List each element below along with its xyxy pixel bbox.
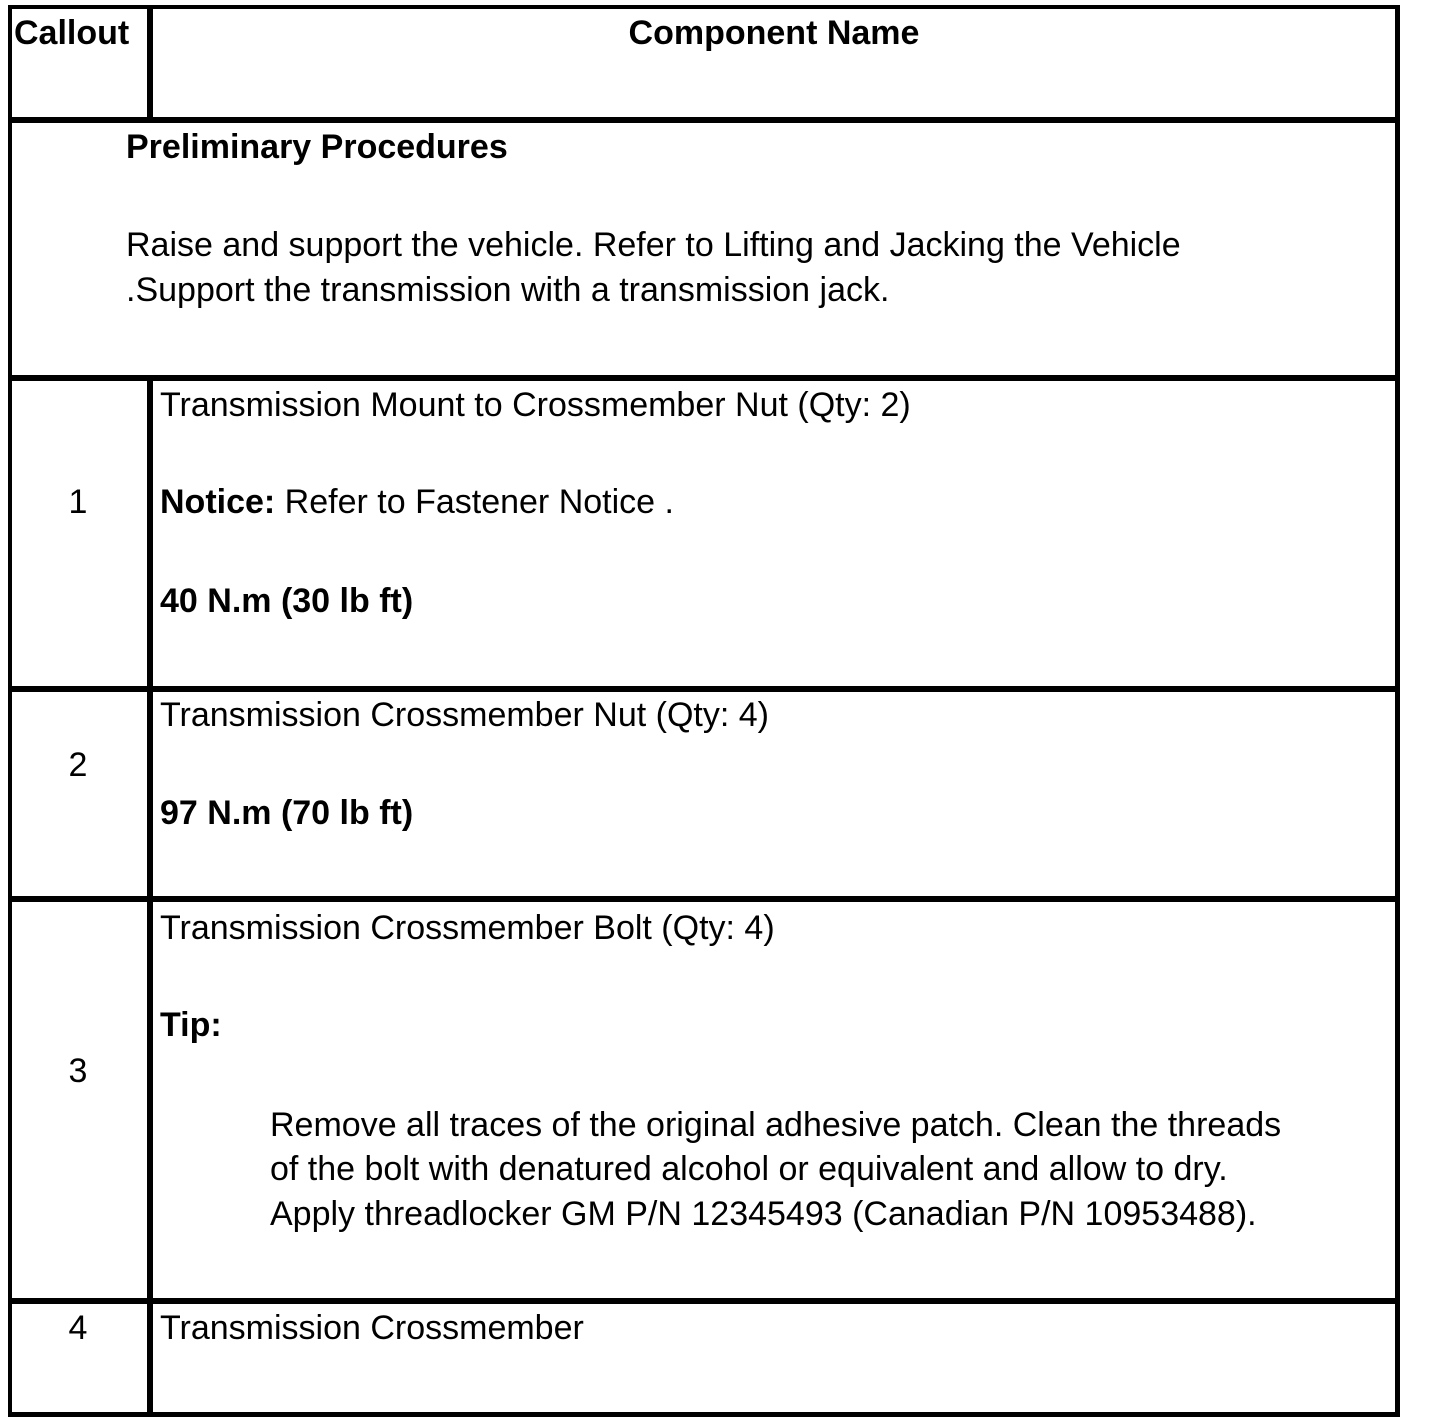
preliminary-bottom-border [8, 375, 1400, 381]
row3-bottom-border [8, 1298, 1400, 1304]
row2-bottom-border [8, 896, 1400, 902]
row3-callout: 3 [68, 1052, 88, 1090]
row1-bottom-border [8, 686, 1400, 692]
row3-tip-line1: Remove all traces of the original adhesive patch. Clean the threads [270, 1106, 1282, 1144]
preliminary-text-line2: .Support the transmission with a transmission jack. [126, 271, 890, 309]
table-border-bottom [8, 1412, 1400, 1417]
row1-torque: 40 N.m (30 lb ft) [160, 582, 414, 620]
procedure-table [8, 5, 1400, 1417]
column-divider-body [147, 378, 153, 1415]
row1-notice-text: Refer to Fastener Notice . [275, 483, 674, 521]
row3-tip-line2: of the bolt with denatured alcohol or equivalent and allow to dry. [270, 1150, 1228, 1188]
row1-notice-label: Notice: [160, 483, 276, 521]
row1-callout: 1 [68, 483, 88, 521]
row1-notice [160, 480, 674, 524]
row1-component-name: Transmission Mount to Crossmember Nut (Qty: 2) [160, 386, 911, 424]
row2-component-name: Transmission Crossmember Nut (Qty: 4) [160, 696, 769, 734]
row2-callout: 2 [68, 746, 88, 784]
table-border-right [1395, 5, 1400, 1417]
table-border-top [8, 5, 1400, 9]
row3-tip-line3: Apply threadlocker GM P/N 12345493 (Canadian P/N 10953488). [270, 1195, 1257, 1233]
row2-torque: 97 N.m (70 lb ft) [160, 794, 414, 832]
header-component-name: Component Name [628, 14, 920, 52]
header-callout: Callout [14, 14, 130, 52]
row4-component-name: Transmission Crossmember [160, 1309, 584, 1347]
table-border-left [8, 5, 12, 1417]
preliminary-title: Preliminary Procedures [126, 128, 508, 166]
header-bottom-border [8, 117, 1400, 123]
preliminary-text-line1: Raise and support the vehicle. Refer to Lifting and Jacking the Vehicle [126, 226, 1181, 264]
row4-callout: 4 [68, 1309, 88, 1347]
row3-tip-label: Tip: [160, 1006, 222, 1044]
row3-component-name: Transmission Crossmember Bolt (Qty: 4) [160, 909, 775, 947]
